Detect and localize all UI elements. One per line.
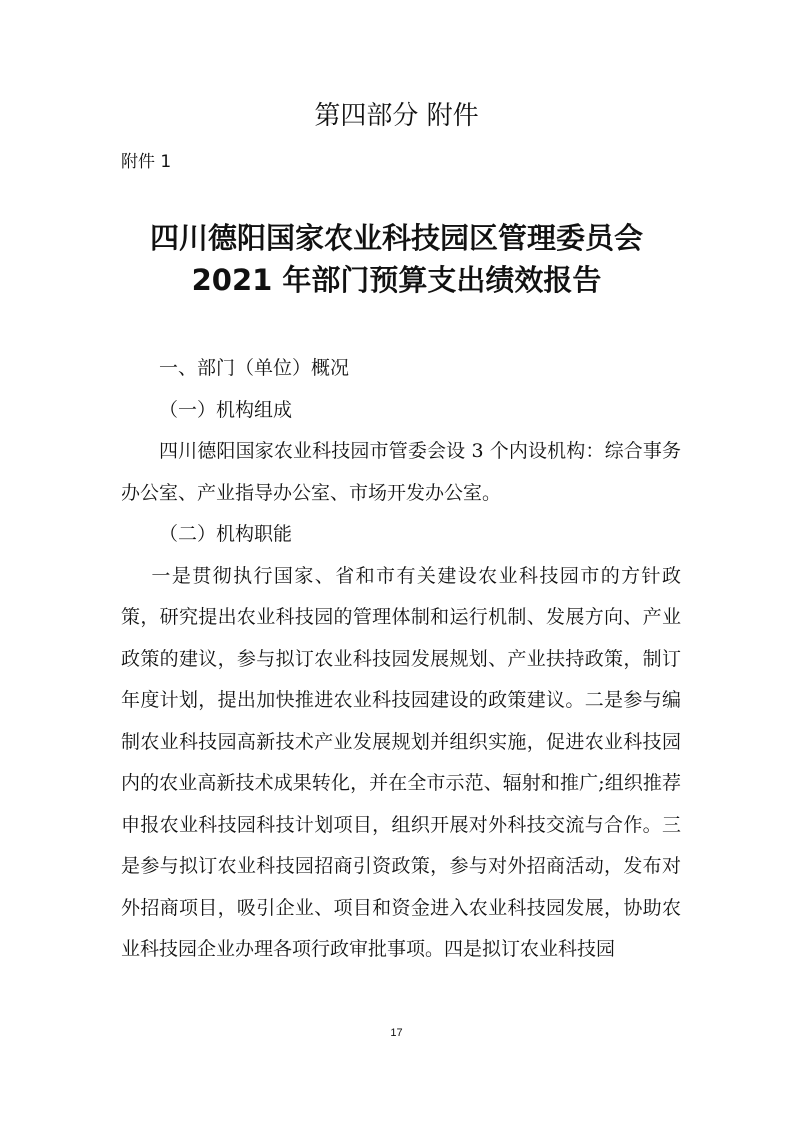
section-heading-overview: 一、部门（单位）概况 bbox=[159, 357, 350, 379]
paragraph-organization: 四川德阳国家农业科技园市管委会设 3 个内设机构：综合事务办公室、产业指导办公室、市场开发办公室。 bbox=[121, 440, 681, 504]
attachment-label: 附件 1 bbox=[121, 152, 172, 172]
report-title-line-2: 2021 年部门预算支出绩效报告 bbox=[191, 263, 602, 297]
part-title: 第四部分 附件 bbox=[314, 101, 479, 131]
report-title-line-1: 四川德阳国家农业科技园区管理委员会 bbox=[149, 221, 643, 255]
subheading-functions: （二）机构职能 bbox=[159, 523, 293, 545]
subheading-organization: （一）机构组成 bbox=[159, 398, 293, 421]
page-number: 17 bbox=[390, 1027, 403, 1039]
paragraph-functions: 一是贯彻执行国家、省和市有关建设农业科技园市的方针政策，研究提出农业科技园的管理体制和运行机制、发展方向、产业政策的建议，参与拟订农业科技园发展规划、产业扶持政策，制订年度计划，提出加快推进农业科技园建设的政策建议。二是参与编制农业科技园高新技术产业发展规划并组织实施，促进农业科技园内的农业高新技术成果转化，并在全市示范、辐射和推广;组织推荐申报农业科技园科技计划项目，组织开展对外科技交流与合作。三是参与拟订农业科技园招商引资政策，参与对外招商活动，发布对外招商项目，吸引企业、项目和资金进入农业科技园发展，协助农业科技园企业办理各项行政审批事项。四是拟订农业科技园 bbox=[121, 564, 681, 960]
document-body bbox=[121, 348, 681, 971]
